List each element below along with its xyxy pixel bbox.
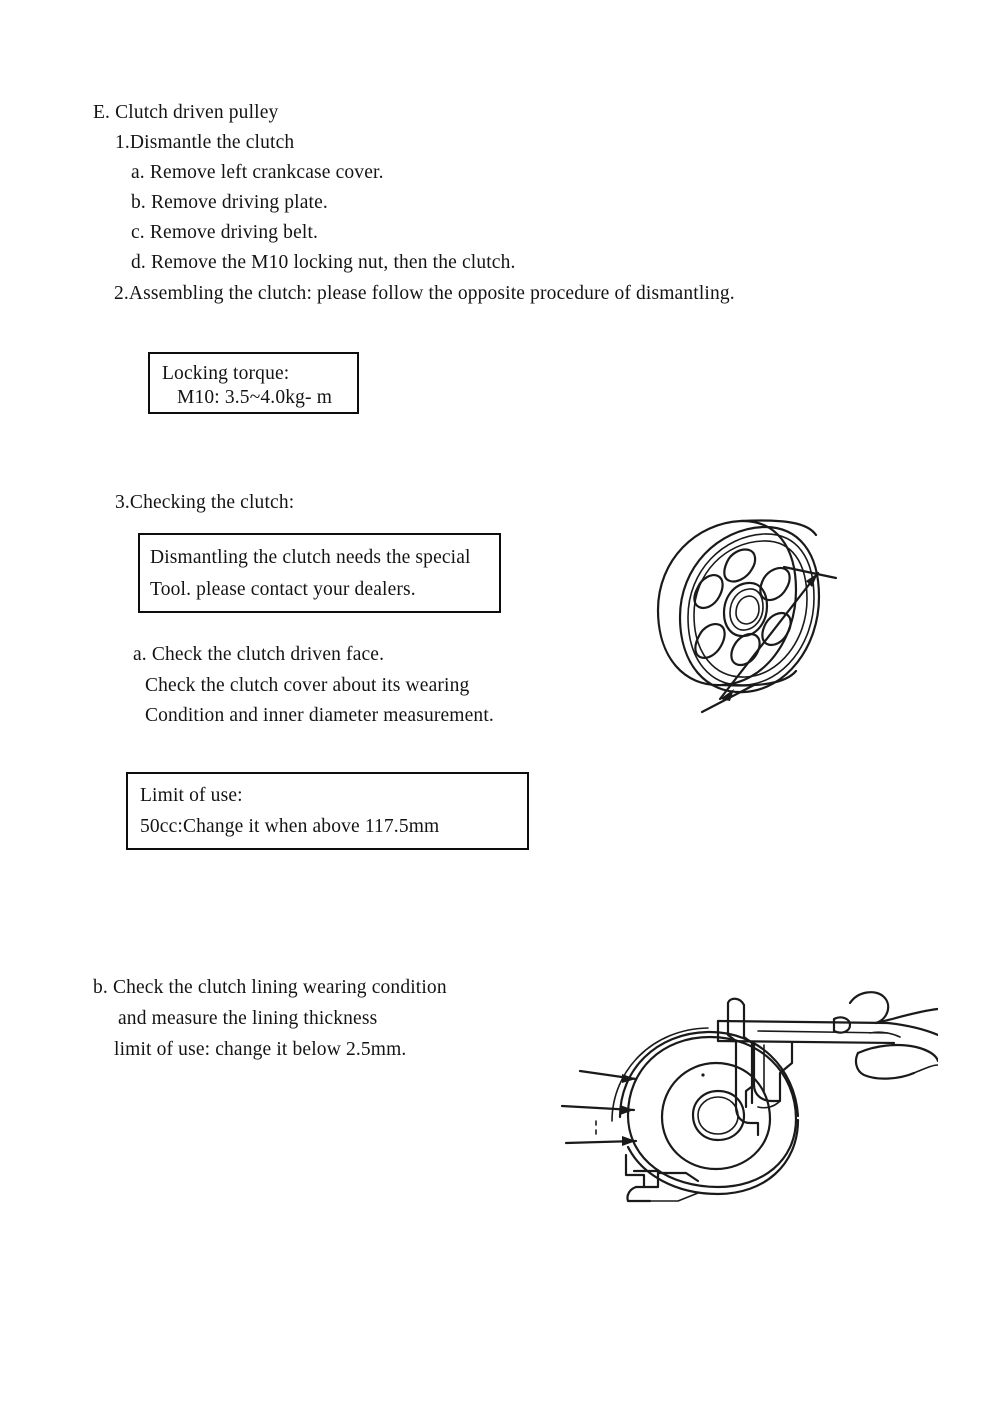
check-lining-line-3: limit of use: change it below 2.5mm. xyxy=(114,1039,407,1060)
step-2-label: 2.Assembling the clutch: please follow the opposite procedure of dismantling. xyxy=(114,283,735,304)
dismantle-item-c: c. Remove driving belt. xyxy=(131,222,319,243)
clutch-lining-caliper-figure xyxy=(558,975,938,1220)
special-tool-box xyxy=(138,533,501,613)
check-driven-face-line-2: Check the clutch cover about its wearing xyxy=(145,675,470,696)
clutch-bell-diameter-figure xyxy=(636,505,896,740)
limit-of-use-value: 50cc:Change it when above 117.5mm xyxy=(140,816,440,837)
limit-of-use-title: Limit of use: xyxy=(140,785,243,806)
dismantle-item-b: b. Remove driving plate. xyxy=(131,192,328,213)
special-tool-line-2: Tool. please contact your dealers. xyxy=(150,579,416,600)
locking-torque-title: Locking torque: xyxy=(162,363,290,384)
dismantle-item-a: a. Remove left crankcase cover. xyxy=(131,162,384,183)
dismantle-item-d: d. Remove the M10 locking nut, then the clutch. xyxy=(131,252,516,273)
special-tool-line-1: Dismantling the clutch needs the special xyxy=(150,547,471,568)
locking-torque-box xyxy=(148,352,359,414)
check-driven-face-line-3: Condition and inner diameter measurement. xyxy=(145,705,494,726)
limit-of-use-box xyxy=(126,772,529,850)
section-heading: E. Clutch driven pulley xyxy=(93,102,279,123)
check-lining-line-2: and measure the lining thickness xyxy=(118,1008,378,1029)
locking-torque-value: M10: 3.5~4.0kg- m xyxy=(177,387,333,408)
check-driven-face-line-1: a. Check the clutch driven face. xyxy=(133,644,385,665)
step-3-label: 3.Checking the clutch: xyxy=(115,492,295,513)
check-lining-line-1: b. Check the clutch lining wearing condition xyxy=(93,977,447,998)
step-1-label: 1.Dismantle the clutch xyxy=(115,132,295,153)
